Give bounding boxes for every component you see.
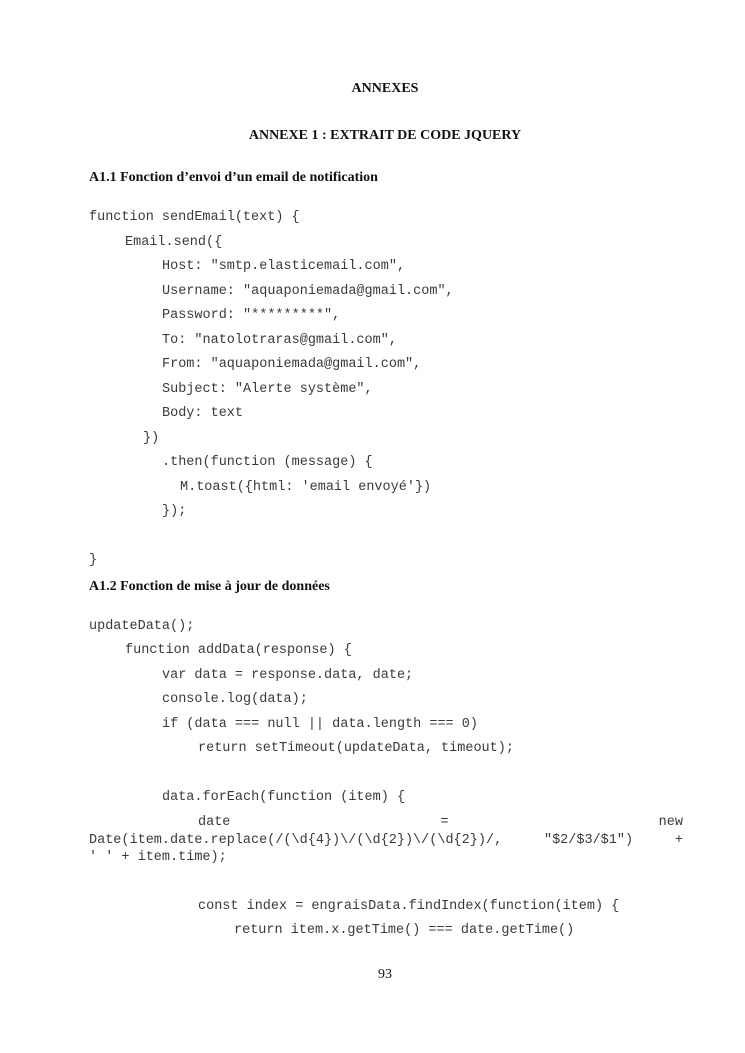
code-line-justified [89,833,683,849]
code-line: Subject: "Alerte système", [162,382,373,397]
code-line: .then(function (message) { [162,455,373,470]
code-line: var data = response.data, date; [162,668,414,683]
code-line: Body: text [162,406,244,421]
code-line: ' ' + item.time); [89,850,227,865]
code-line: function addData(response) { [125,643,352,658]
section-heading-email: A1.1 Fonction d’envoi d’un email de notification [89,170,378,185]
code-line: return setTimeout(updateData, timeout); [198,741,514,756]
code-token: date [198,815,231,830]
code-token: + [674,833,683,848]
code-line: data.forEach(function (item) { [162,790,406,805]
code-token: = [440,815,449,830]
page-number: 93 [378,967,392,982]
section-heading-update: A1.2 Fonction de mise à jour de données [89,579,330,594]
annex-title: ANNEXE 1 : EXTRAIT DE CODE JQUERY [248,128,522,143]
page-title: ANNEXES [351,81,419,96]
code-token: "$2/$3/$1") [543,833,634,848]
code-line: if (data === null || data.length === 0) [162,717,478,732]
code-line: }) [143,431,160,446]
code-line: Email.send({ [125,235,223,250]
code-line-justified [89,815,683,831]
code-line: console.log(data); [162,692,308,707]
code-token: Date(item.date.replace(/(\d{4})\/(\d{2})\/(\d{2})/, [89,833,503,848]
code-line: To: "natolotraras@gmail.com", [162,333,397,348]
code-line: Host: "smtp.elasticemail.com", [162,259,406,274]
code-line: updateData(); [89,619,195,634]
code-line: M.toast({html: 'email envoyé'}) [180,480,432,495]
code-line: }); [162,504,187,519]
code-line: return item.x.getTime() === date.getTime() [234,923,575,938]
code-token: new [658,815,683,830]
code-line: function sendEmail(text) { [89,210,300,225]
code-line: Password: "*********", [162,308,341,323]
code-line: From: "aquaponiemada@gmail.com", [162,357,422,372]
code-line: const index = engraisData.findIndex(function(item) { [198,899,620,914]
code-line: } [89,553,98,568]
code-line: Username: "aquaponiemada@gmail.com", [162,284,454,299]
